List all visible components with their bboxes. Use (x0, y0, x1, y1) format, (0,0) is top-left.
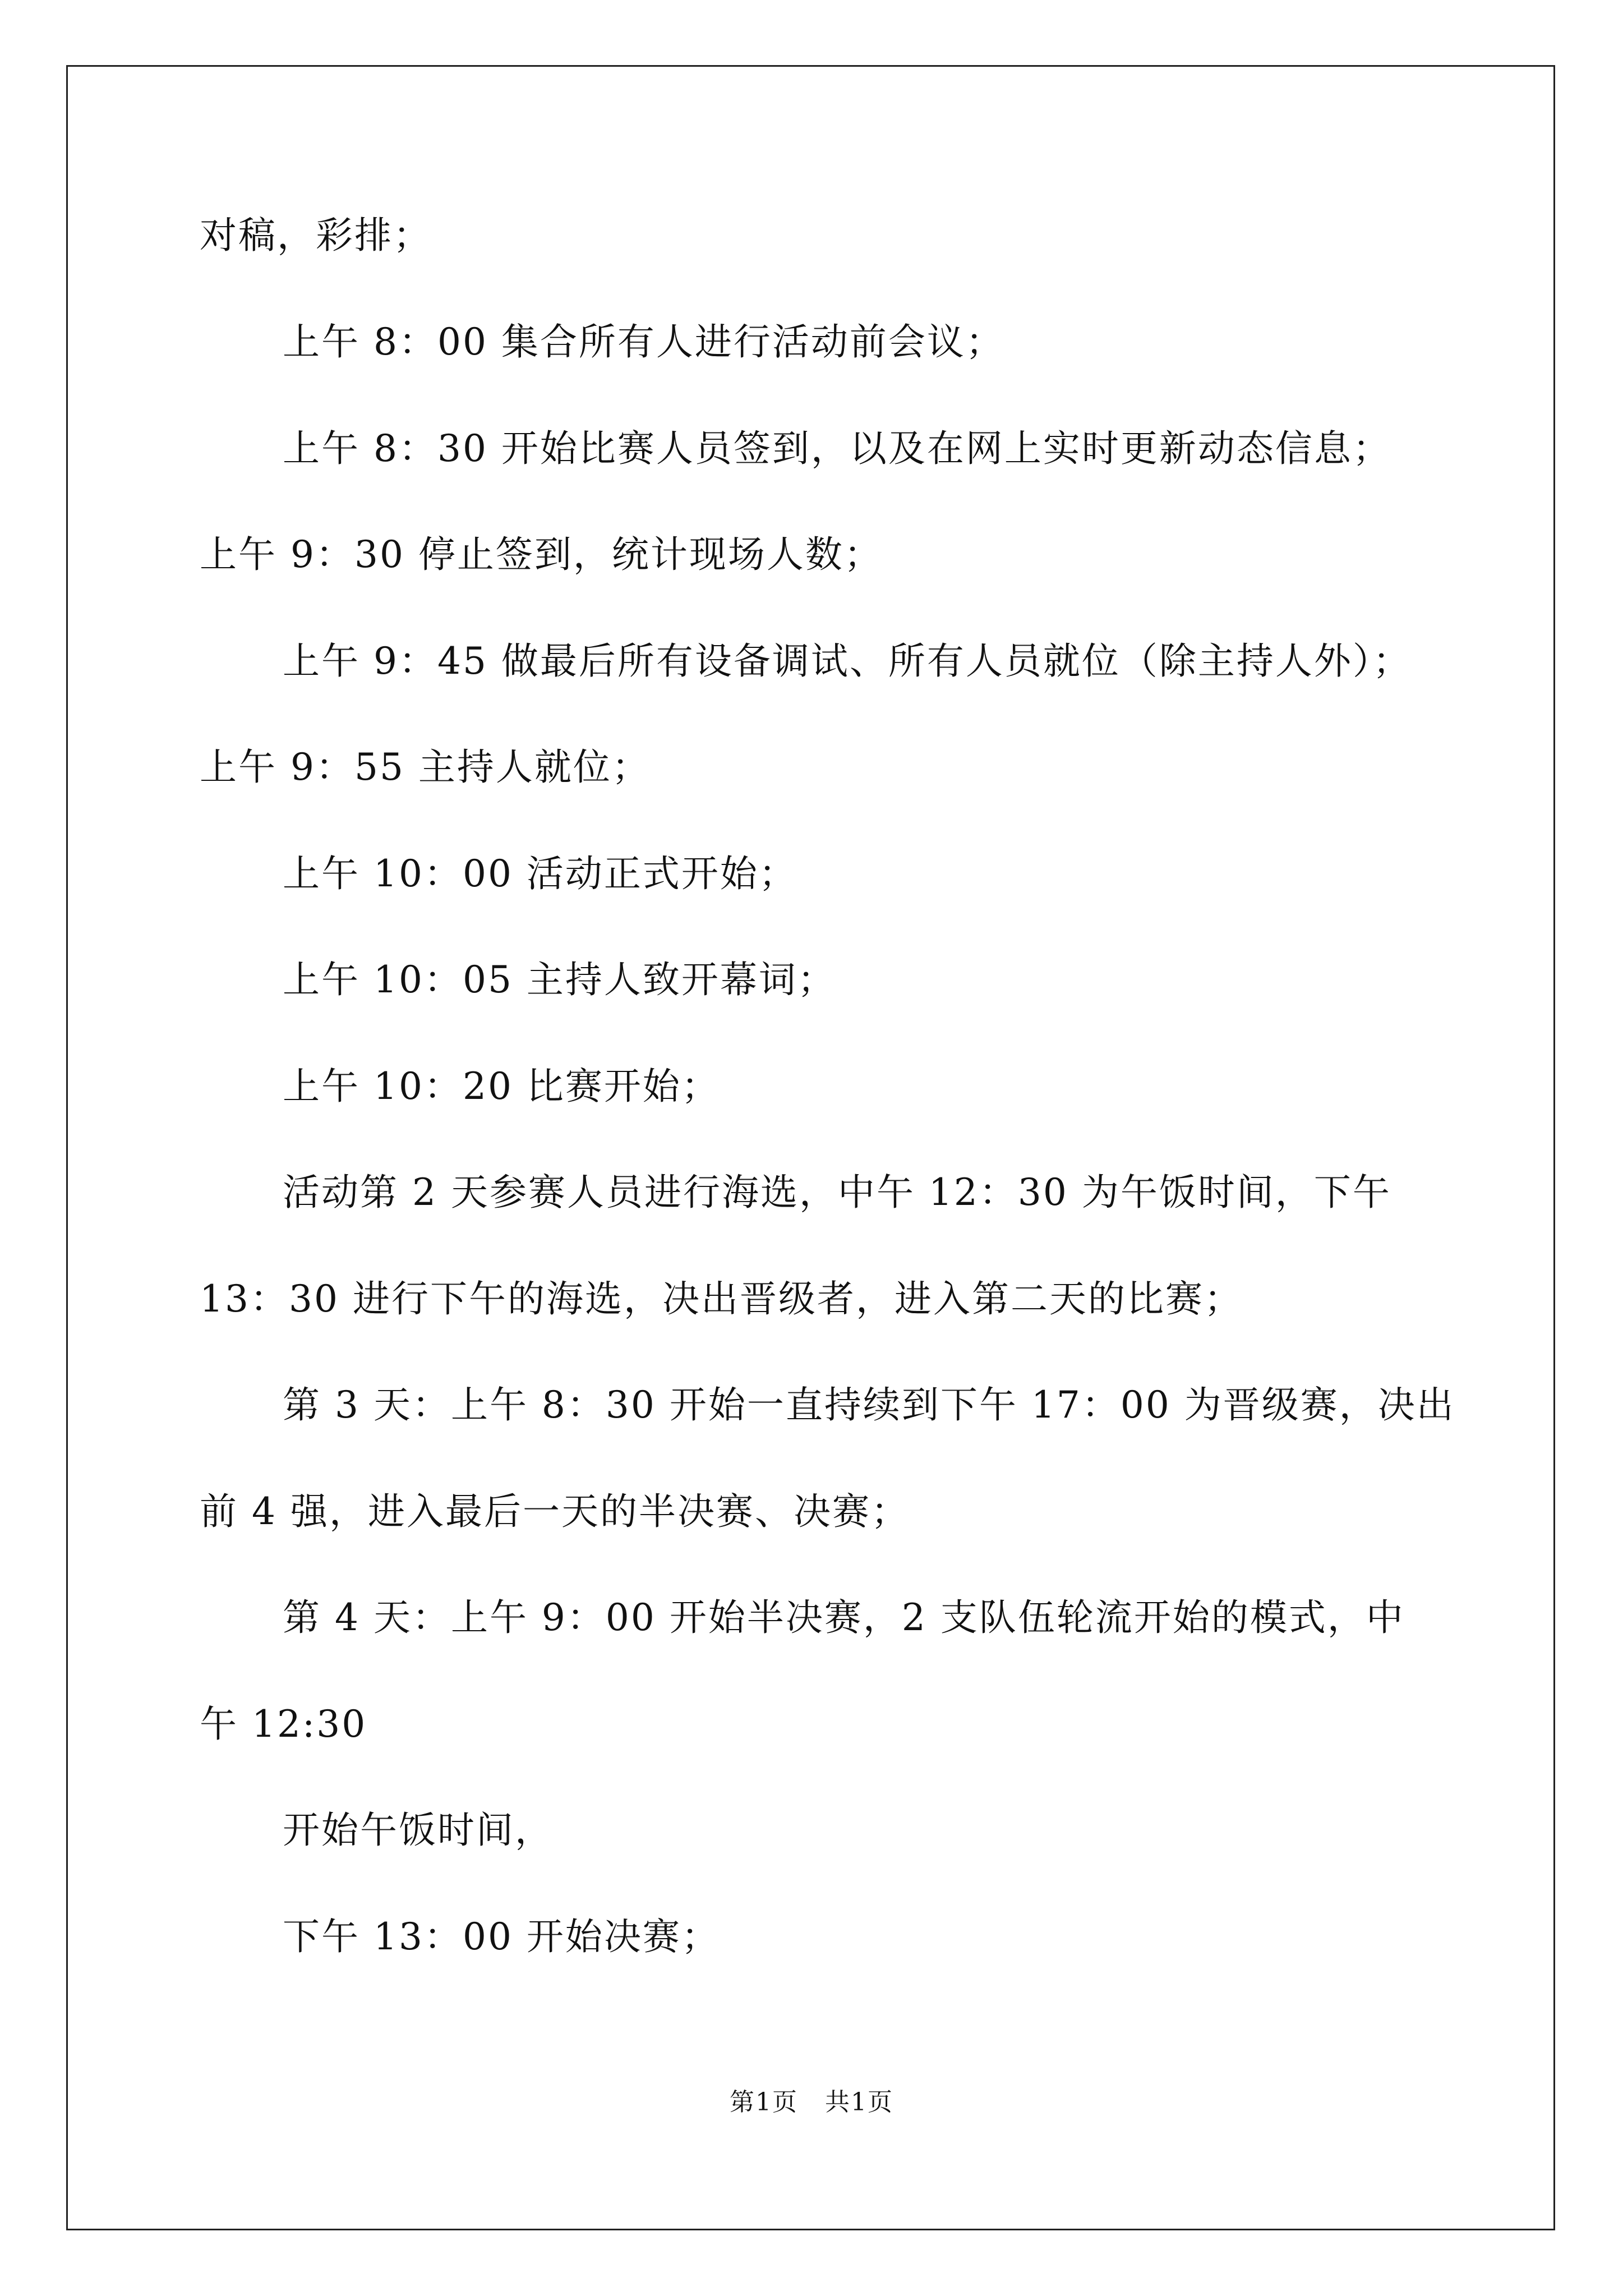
text-line: 第 4 天：上午 9：00 开始半决赛，2 支队伍轮流开始的模式，中 (283, 1596, 1405, 1639)
text-line: 上午 9：55 主持人就位； (200, 746, 651, 789)
page-total: 共1页 (825, 2088, 893, 2116)
text-line: 前 4 强，进入最后一天的半决赛、决赛； (200, 1490, 910, 1533)
text-line: 上午 10：20 比赛开始； (283, 1065, 720, 1108)
text-line: 上午 9：30 停止签到，统计现场人数； (200, 533, 883, 576)
text-line: 上午 9：45 做最后所有设备调试、所有人员就位（除主持人外）； (283, 639, 1412, 683)
text-line: 第 3 天：上午 8：30 开始一直持续到下午 17：00 为晋级赛，决出 (283, 1383, 1455, 1427)
text-line: 上午 8：30 开始比赛人员签到，以及在网上实时更新动态信息； (283, 427, 1391, 470)
text-line: 上午 10：05 主持人致开幕词； (283, 958, 836, 1001)
text-line: 午 12:30 (200, 1703, 367, 1746)
text-line: 13：30 进行下午的海选，决出晋级者，进入第二天的比赛； (200, 1277, 1243, 1320)
text-line: 上午 10：00 活动正式开始； (283, 852, 797, 895)
page-number: 第1页 (730, 2088, 798, 2116)
text-line: 活动第 2 天参赛人员进行海选，中午 12：30 为午饭时间，下午 (283, 1171, 1391, 1214)
text-line: 对稿，彩排； (200, 214, 432, 257)
page-border (66, 65, 1555, 2230)
text-line: 下午 13：00 开始决赛； (283, 1915, 720, 1958)
page-footer (0, 2087, 1623, 2118)
text-line: 开始午饭时间， (283, 1809, 554, 1852)
text-line: 上午 8：00 集合所有人进行活动前会议； (283, 320, 1004, 364)
